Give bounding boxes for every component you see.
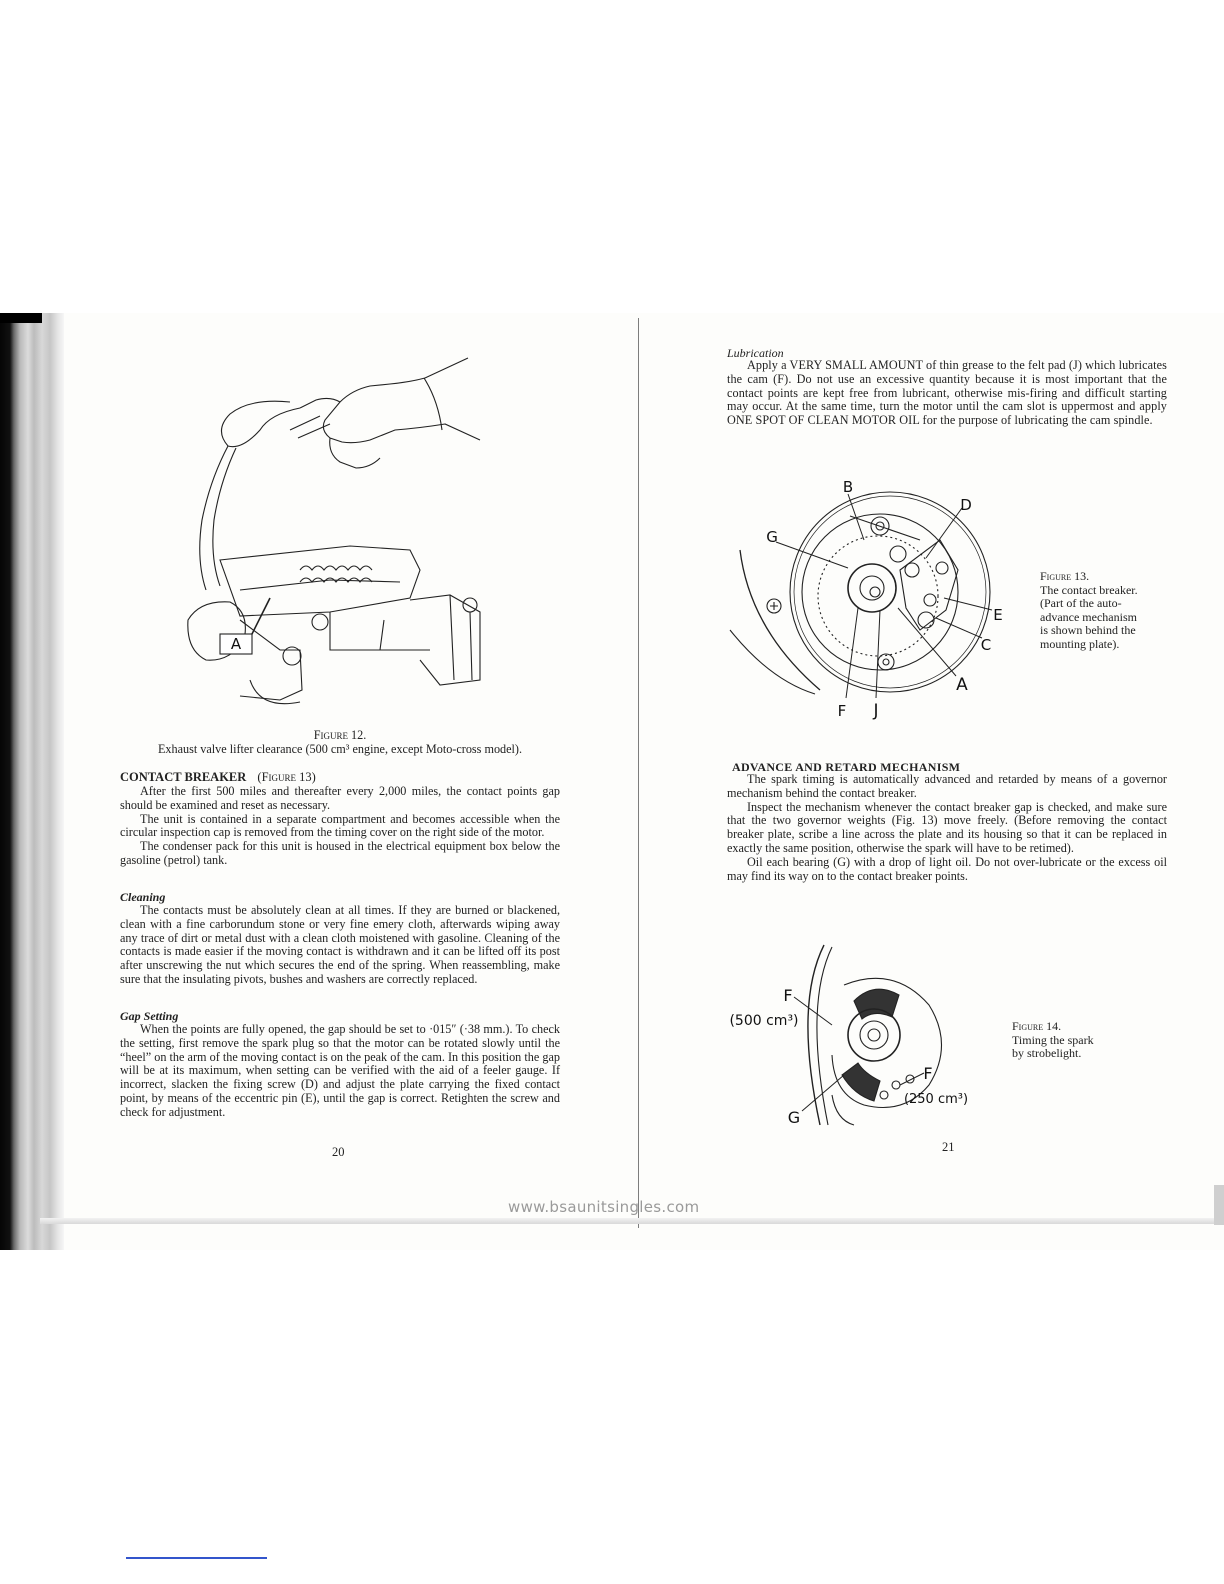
figure-13-label-d: D — [960, 496, 972, 514]
figure-13-caption — [1040, 570, 1170, 651]
book-binding — [0, 313, 64, 1250]
lubrication-heading: Lubrication — [727, 346, 784, 360]
intro-paragraph: The unit is contained in a separate compartment and becomes accessible when the circular inspection cap is removed from the timing cover on the right side of the motor. — [120, 811, 560, 840]
cleaning-heading: Cleaning — [120, 890, 166, 904]
figure-13-label-f: F — [837, 702, 847, 720]
figure-12-caption-title: Figure 12. — [313, 728, 367, 742]
figure-13-illustration — [730, 480, 1030, 720]
page-gutter — [638, 318, 639, 1228]
advance-paragraph: Inspect the mechanism whenever the contact breaker gap is checked, and make sure that the two governor weights (Fig. 13) move freely. (Before removing the contact breaker plate, scribe a line across the plate and its housing so that it can be replaced in exactly the same position, otherwise the spark will have to be retimed). — [727, 799, 1167, 855]
gap-setting-heading: Gap Setting — [120, 1009, 179, 1023]
figure-13-caption-line: is shown behind the — [1040, 623, 1136, 637]
figure-12-label-a: A — [230, 635, 242, 653]
figure-13-caption-line: The contact breaker. — [1040, 582, 1138, 597]
cleaning-paragraph: The contacts must be absolutely clean at all times. If they are burned or blackened, clean with a fine carborundum stone or very fine emery cloth, afterwards wiping away any trace of dirt or metal dust with a clean cloth moistened with gasoline. Cleaning of the contacts is made easier if the moving contact is withdrawn and it can be lifted off its post after unscrewing the nut which secures the end of the spring. When reassembling, make sure that the insulating pivots, bushes and washers are correctly replaced. — [120, 903, 560, 986]
binding-shadow — [0, 313, 42, 323]
selection-bar — [126, 1557, 267, 1559]
gap-setting-section — [120, 1023, 560, 1120]
page-number-left: 20 — [332, 1145, 345, 1159]
figure-14-label-f-top: F — [783, 986, 793, 1005]
figure-13-caption-line: advance mechanism — [1040, 609, 1137, 624]
page-edge-right — [1214, 1185, 1224, 1225]
advance-paragraph: Oil each bearing (G) with a drop of light oil. Do not over-lubricate or the excess oil may find its way on to the contact breaker points. — [727, 854, 1167, 883]
lubrication-section — [727, 359, 1167, 428]
lubrication-paragraph: Apply a VERY SMALL AMOUNT of thin grease to the felt pad (J) which lubricates the cam (F). Do not use an excessive quantity because it is most important that the contact points are kept free from lubricant, otherwise mis-firing and difficult starting may occur. At the same time, turn the motor until the cam slot is uppermost and apply ONE SPOT OF CLEAN MOTOR OIL for the purpose of lubricating the cam spindle. — [727, 358, 1167, 428]
cleaning-section — [120, 904, 560, 987]
figure-14-label-250: (250 cm³) — [903, 1092, 969, 1107]
figure-14-caption — [1012, 1020, 1142, 1061]
figure-12-caption — [120, 728, 560, 756]
intro-paragraph: After the first 500 miles and thereafter every 2,000 miles, the contact points gap should be examined and reset as necessary. — [120, 784, 560, 812]
figure-14-label-f-bottom: F — [923, 1064, 933, 1083]
figure-13-caption-line: (Part of the auto- — [1040, 596, 1122, 610]
figure-13-label-e: E — [993, 606, 1003, 624]
figure-14-illustration — [724, 945, 994, 1130]
figure-13-caption-line: mounting plate). — [1040, 636, 1120, 651]
intro-paragraph: The condenser pack for this unit is housed in the electrical equipment box below the gasoline (petrol) tank. — [120, 839, 560, 867]
figure-13-label-c: C — [980, 636, 992, 654]
figure-14-caption-title: Figure 14. — [1012, 1019, 1062, 1033]
contact-breaker-intro — [120, 785, 560, 868]
figure-13-label-b: B — [842, 478, 854, 496]
contact-breaker-figure-ref: (Figure 13) — [257, 770, 316, 784]
figure-13-label-j: J — [873, 701, 879, 721]
figure-13-label-g: G — [766, 528, 778, 546]
contact-breaker-heading-text: CONTACT BREAKER — [120, 770, 247, 784]
gap-setting-paragraph: When the points are fully opened, the gap should be set to ·015″ (·38 mm.). To check the setting, first remove the spark plug so that the motor can be rotated slowly until the “heel” on the arm of the moving contact is on the peak of the cam. In this position the gap will be at its maximum, when setting can be verified with the aid of a feeler gauge. If incorrect, slacken the fixing screw (D) and adjust the plate carrying the fixed contact point, by means of the eccentric pin (E), until the gap is correct. Retighten the screw and check for adjustment. — [120, 1022, 560, 1119]
advance-retard-heading: ADVANCE AND RETARD MECHANISM — [732, 760, 961, 774]
figure-14-caption-line: by strobelight. — [1012, 1046, 1082, 1060]
page-edge — [40, 1218, 1224, 1224]
figure-14-label-g: G — [787, 1108, 801, 1127]
page-number-right: 21 — [942, 1140, 955, 1154]
figure-13-label-a: A — [956, 675, 968, 695]
advance-paragraph: The spark timing is automatically advanced and retarded by means of a governor mechanism behind the contact breaker. — [727, 772, 1167, 800]
figure-12-caption-text: Exhaust valve lifter clearance (500 cm³ engine, except Moto-cross model). — [157, 742, 523, 756]
figure-14-label-500: (500 cm³) — [729, 1013, 799, 1029]
figure-14-caption-line: Timing the spark — [1012, 1032, 1094, 1047]
figure-12-illustration — [180, 350, 510, 710]
contact-breaker-heading — [120, 770, 316, 785]
advance-retard-section — [727, 773, 1167, 883]
website-watermark: www.bsaunitsingles.com — [508, 1198, 700, 1216]
figure-13-caption-title: Figure 13. — [1040, 569, 1090, 583]
